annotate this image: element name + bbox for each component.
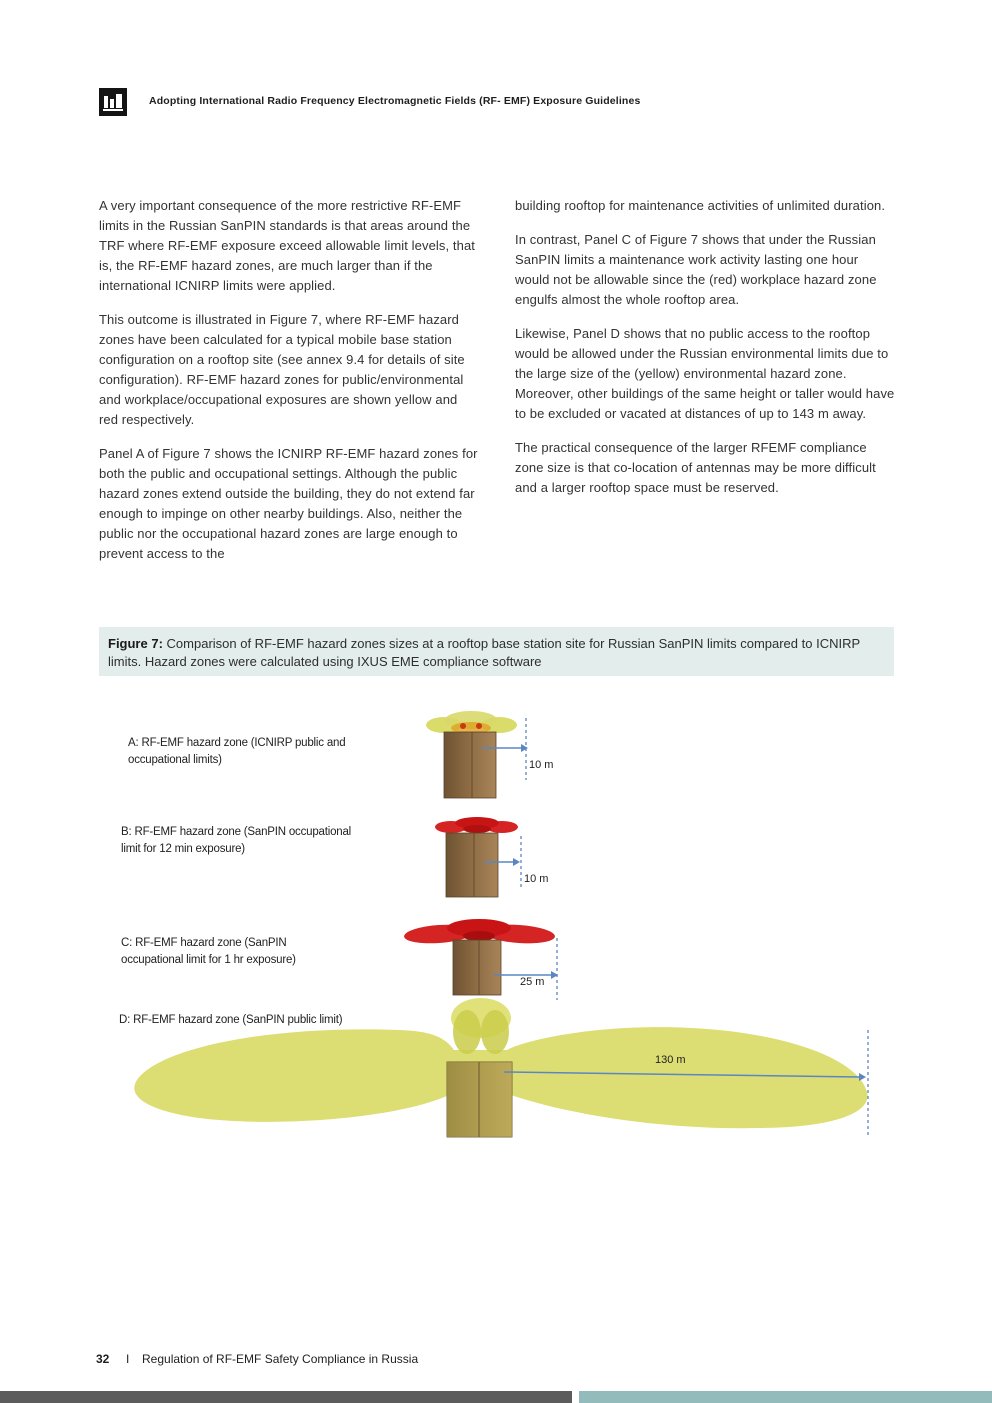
- publisher-logo: [99, 88, 127, 116]
- paragraph: building rooftop for maintenance activities of unlimited duration.: [515, 198, 886, 213]
- paragraph: Panel A of Figure 7 shows the ICNIRP RF-EMF hazard zones for both the public and occupational settings. Although the public hazard zones extend outside the building, they do not extend far enough to impinge on other nearby buildings. Also, neither the public nor the occupational hazard zones are large enough to prevent access to the: [99, 446, 478, 561]
- panel-c-label: C: RF-EMF hazard zone (SanPIN occupational limit for 1 hr exposure): [121, 937, 296, 966]
- footer-bar-teal: [579, 1391, 992, 1403]
- figure-caption: [99, 627, 894, 676]
- footer-separator: I: [126, 1352, 130, 1366]
- panel-a-distance: 10 m: [529, 759, 554, 771]
- paragraph: A very important consequence of the more restrictive RF-EMF limits in the Russian SanPIN standards is that areas around the TRF where RF-EMF exposure exceed allowable limit levels, that is, the RF-EMF hazard zones, are much larger than if the international ICNIRP limits were applied.: [99, 198, 476, 293]
- running-header-title: Adopting International Radio Frequency Electromagnetic Fields (RF- EMF) Exposure Guidelines: [149, 95, 641, 107]
- paragraph: Likewise, Panel D shows that no public access to the rooftop would be allowed under the Russian environmental limits due to the large size of the (yellow) environmental hazard zone. Moreover, other buildings of the same height or taller would have to be excluded or vacated at distances of up to 143 m away.: [515, 326, 895, 421]
- footer-title: Regulation of RF-EMF Safety Compliance in Russia: [142, 1352, 419, 1366]
- body-column-right: [515, 196, 895, 512]
- body-column-left: [99, 196, 479, 578]
- page-number: 32: [96, 1352, 110, 1366]
- panel-b-label: B: RF-EMF hazard zone (SanPIN occupational limit for 12 min exposure): [121, 826, 352, 855]
- panel-c-distance: 25 m: [520, 976, 545, 988]
- panel-b-graphic: [435, 817, 521, 897]
- paragraph: The practical consequence of the larger RFEMF compliance zone size is that co-location of antennas may be more difficult and a larger rooftop space must be reserved.: [515, 440, 876, 495]
- figure-caption-text: Comparison of RF-EMF hazard zones sizes at a rooftop base station site for Russian SanPIN limits compared to ICNIRP limits. Hazard zones were calculated using IXUS EME compliance software: [108, 636, 860, 669]
- paragraph: This outcome is illustrated in Figure 7, where RF-EMF hazard zones have been calculated for a typical mobile base station configuration on a rooftop site (see annex 9.4 for details of site configuration). RF-EMF hazard zones for public/environmental and workplace/occupational exposures are shown yellow and red respectively.: [99, 312, 465, 427]
- panel-d-label: D: RF-EMF hazard zone (SanPIN public limit): [119, 1014, 343, 1026]
- panel-d-distance: 130 m: [655, 1054, 686, 1066]
- logo-icon: [99, 88, 127, 116]
- panel-a-graphic: [426, 711, 528, 798]
- figure-illustration: [99, 700, 893, 1150]
- paragraph: In contrast, Panel C of Figure 7 shows that under the Russian SanPIN limits a maintenance work activity lasting one hour would not be allowable since the (red) workplace hazard zone engulfs almost the whole rooftop area.: [515, 232, 877, 307]
- figure-label: Figure 7:: [108, 636, 163, 651]
- panel-a-label: A: RF-EMF hazard zone (ICNIRP public and occupational limits): [128, 737, 346, 766]
- footer-bar-dark: [0, 1391, 572, 1403]
- panel-b-distance: 10 m: [524, 873, 549, 885]
